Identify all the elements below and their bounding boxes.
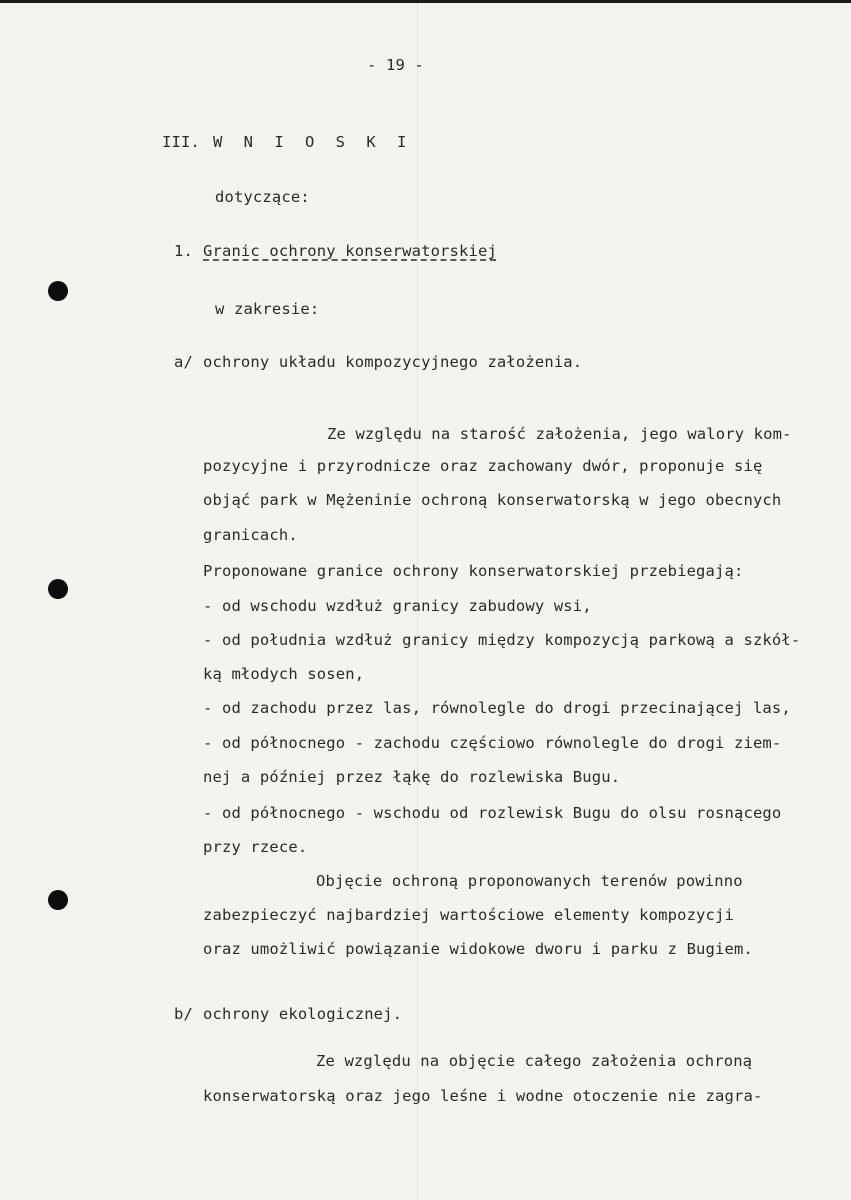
boundaries-intro: Proponowane granice ochrony konserwatorskiej przebiegają: (203, 562, 744, 580)
section-a-label: a/ (174, 353, 193, 371)
scope-label: w zakresie: (215, 300, 320, 318)
section-numeral: III. (162, 133, 200, 151)
section-heading: W N I O S K I (213, 133, 413, 151)
boundary-item-continued: ką młodych sosen, (203, 665, 365, 683)
punch-hole (48, 890, 68, 910)
section-a-title: ochrony układu kompozycyjnego założenia. (203, 353, 583, 371)
boundary-item: - od północnego - wschodu od rozlewisk Bugu do olsu rosnącego (203, 804, 782, 822)
paragraph-line: Ze względu na objęcie całego założenia ochroną (316, 1052, 753, 1070)
page-number: - 19 - (367, 56, 424, 74)
point-title: Granic ochrony konserwatorskiej (203, 242, 497, 260)
paragraph-line: granicach. (203, 526, 298, 544)
boundary-item: - od zachodu przez las, równolegle do drogi przecinającej las, (203, 699, 791, 717)
boundary-item-continued: przy rzece. (203, 838, 308, 856)
paragraph-line: pozycyjne i przyrodnicze oraz zachowany dwór, proponuje się (203, 457, 763, 475)
punch-hole (48, 579, 68, 599)
paragraph-line: konserwatorską oraz jego leśne i wodne otoczenie nie zagra- (203, 1087, 763, 1105)
closing-line: Objęcie ochroną proponowanych terenów powinno (316, 872, 743, 890)
paragraph-line: objąć park w Mężeninie ochroną konserwatorską w jego obecnych (203, 491, 782, 509)
section-b-label: b/ (174, 1005, 193, 1023)
boundary-item: - od wschodu wzdłuż granicy zabudowy wsi, (203, 597, 592, 615)
punch-hole (48, 281, 68, 301)
top-edge-line (0, 0, 851, 3)
paragraph-line: Ze względu na starość założenia, jego walory kom- (327, 425, 792, 443)
boundary-item: - od południa wzdłuż granicy między kompozycją parkową a szkół- (203, 631, 801, 649)
closing-line: zabezpieczyć najbardziej wartościowe elementy kompozycji (203, 906, 734, 924)
boundary-item: - od północnego - zachodu częściowo równolegle do drogi ziem- (203, 734, 782, 752)
boundary-item-continued: nej a później przez łąkę do rozlewiska Bugu. (203, 768, 621, 786)
intro-text: dotyczące: (215, 188, 310, 206)
point-number: 1. (174, 242, 193, 260)
section-b-title: ochrony ekologicznej. (203, 1005, 403, 1023)
closing-line: oraz umożliwić powiązanie widokowe dworu i parku z Bugiem. (203, 940, 753, 958)
